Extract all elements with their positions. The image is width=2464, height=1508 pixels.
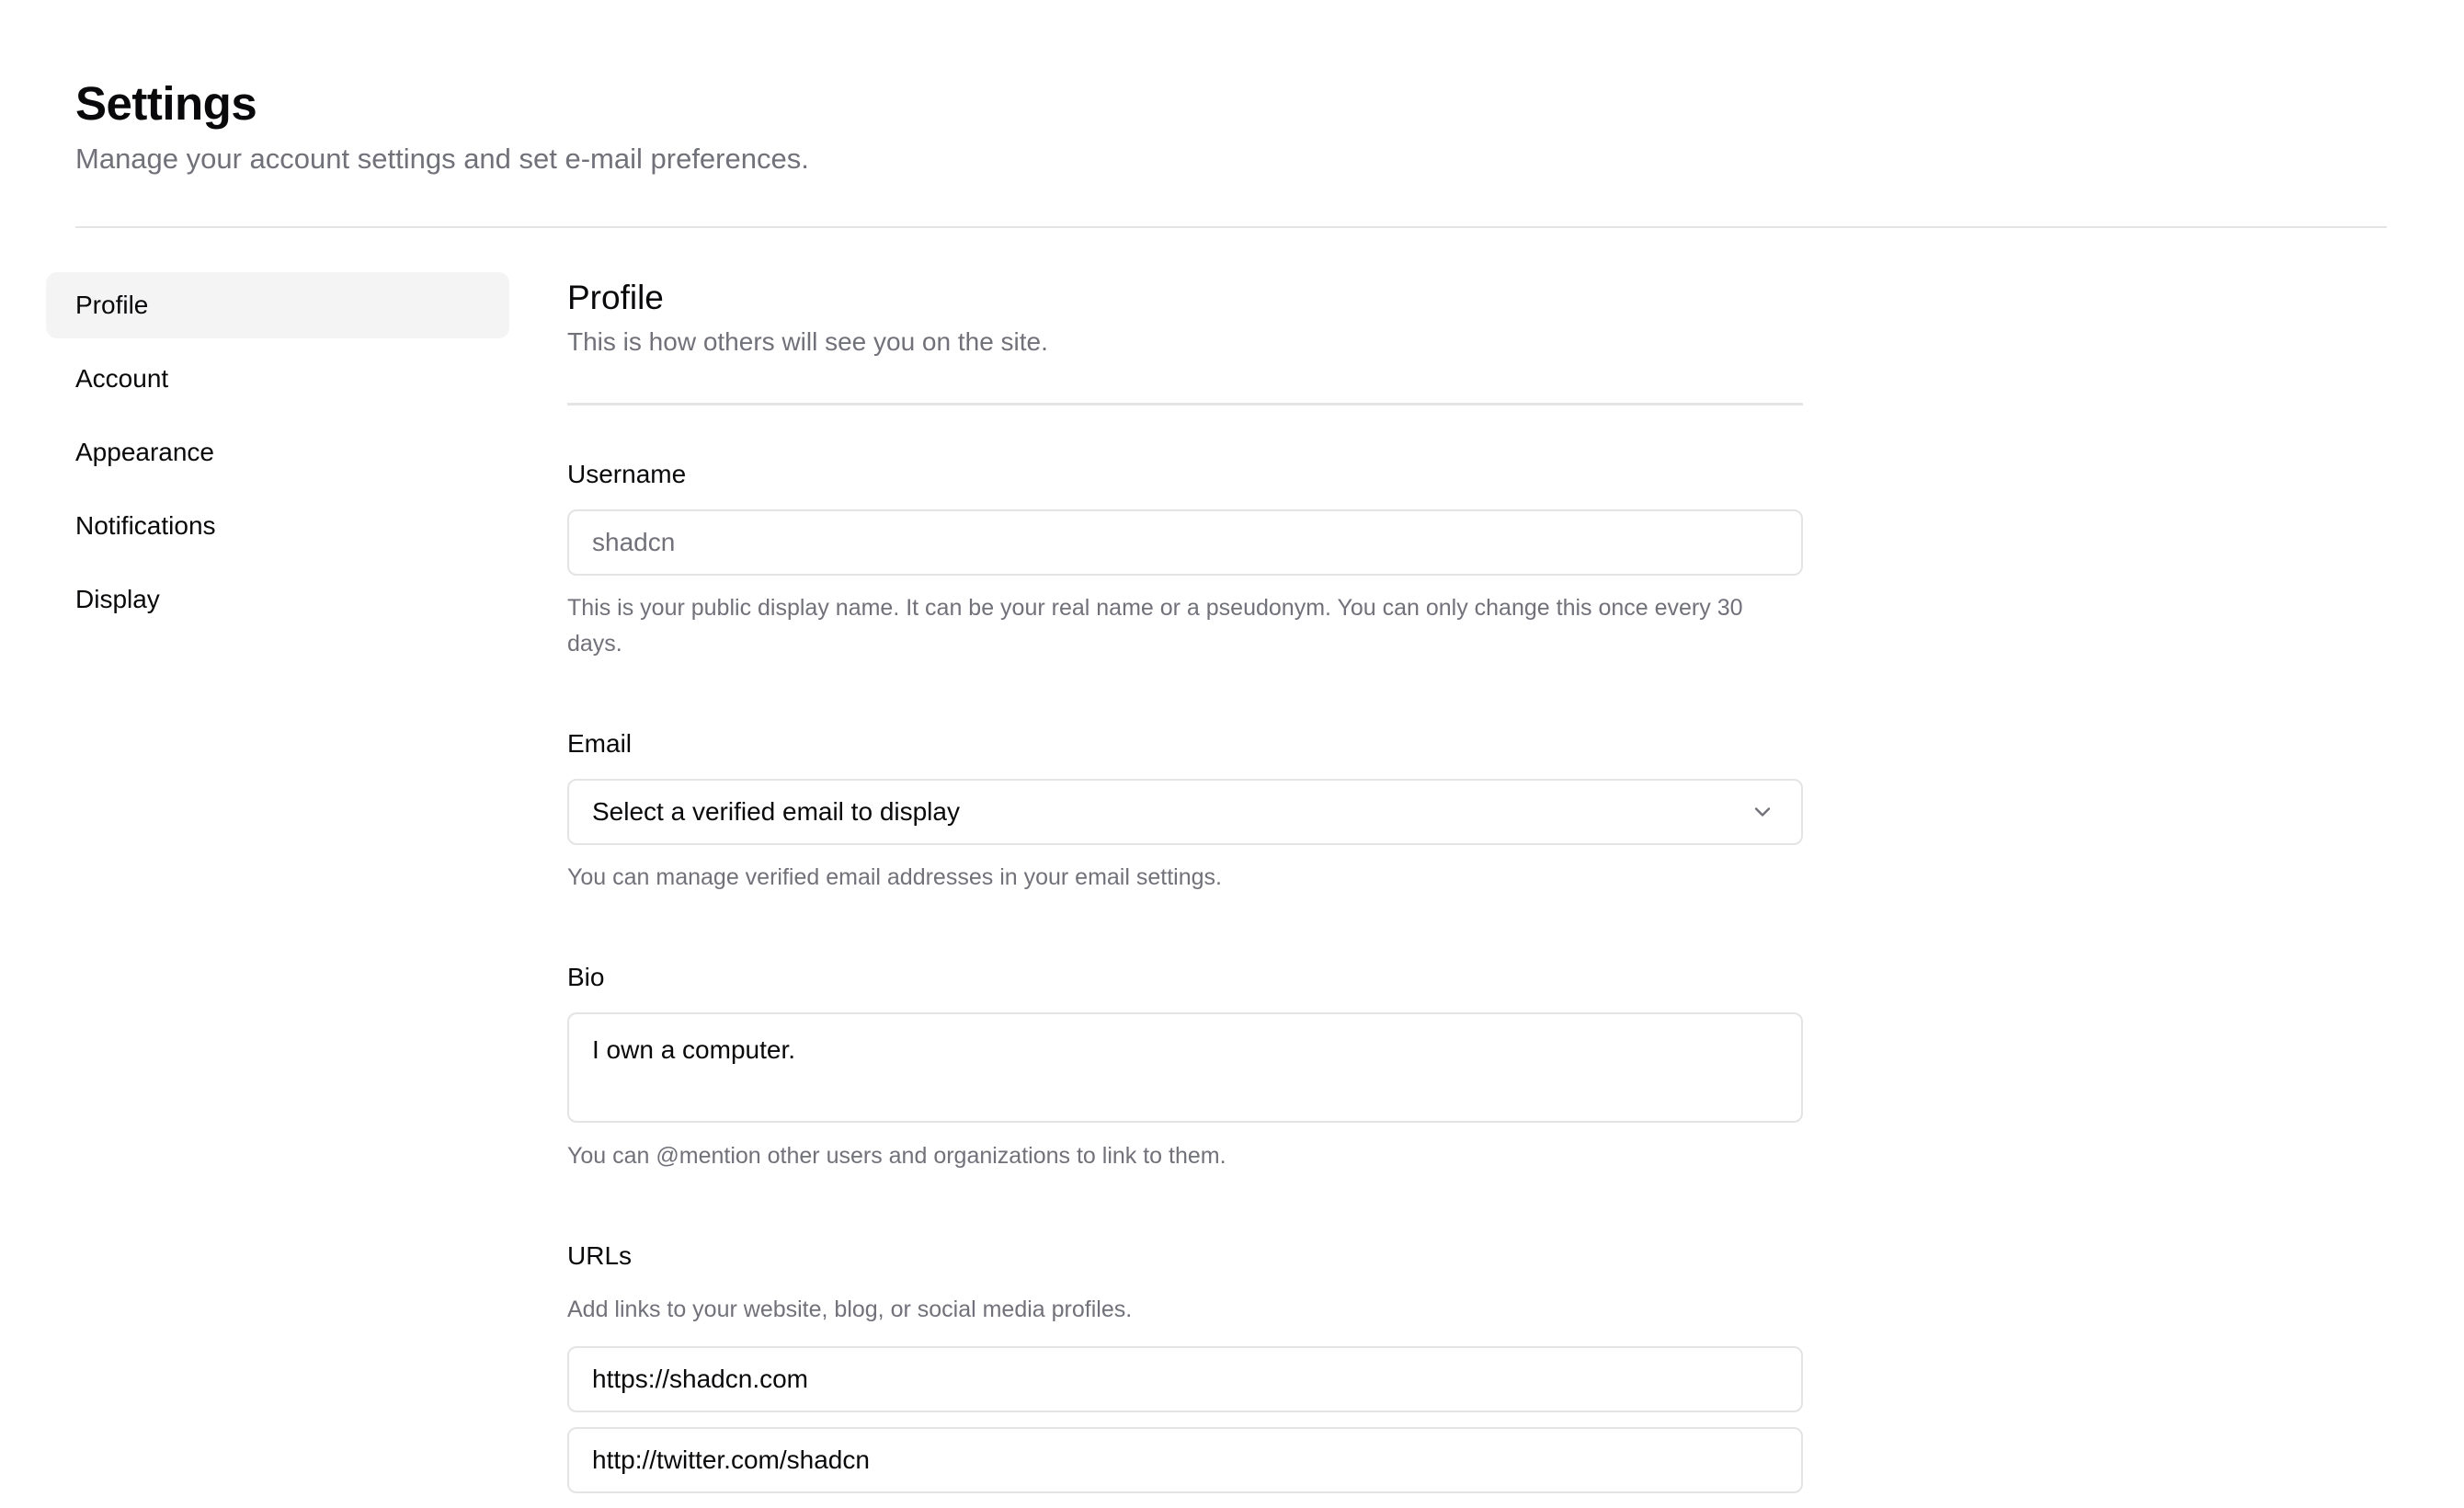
email-select[interactable] xyxy=(567,779,1803,845)
username-help: This is your public display name. It can be your real name or a pseudonym. You can only change this once every 30 days. xyxy=(567,595,1743,657)
sidebar-item-label: Account xyxy=(75,364,169,393)
sidebar-item-label: Appearance xyxy=(75,438,215,466)
page-subtitle: Manage your account settings and set e-mail preferences. xyxy=(75,143,809,175)
url-input-1[interactable]: https://shadcn.com xyxy=(567,1346,1803,1412)
email-label: Email xyxy=(567,729,633,758)
section-header xyxy=(567,272,1803,406)
header-divider xyxy=(75,226,2387,228)
email-help: You can manage verified email addresses in your email settings. xyxy=(567,864,1222,890)
username-label: Username xyxy=(567,460,687,488)
email-select-value: Select a verified email to display xyxy=(592,797,960,826)
sidebar-item-label: Notifications xyxy=(75,511,216,540)
chevron-down-icon xyxy=(1750,799,1775,825)
urls-description: Add links to your website, blog, or social media profiles. xyxy=(567,1297,1133,1322)
url-input-2[interactable]: http://twitter.com/shadcn xyxy=(567,1427,1803,1493)
settings-sidebar xyxy=(46,272,509,640)
urls-label: URLs xyxy=(567,1241,633,1270)
section-description: This is how others will see you on the site. xyxy=(567,327,1048,356)
sidebar-item-profile[interactable] xyxy=(46,272,509,338)
sidebar-item-notifications[interactable] xyxy=(46,493,509,559)
sidebar-item-label: Profile xyxy=(75,291,149,319)
username-input[interactable]: shadcn xyxy=(567,509,1803,576)
sidebar-item-display[interactable] xyxy=(46,566,509,633)
sidebar-item-label: Display xyxy=(75,585,160,613)
section-divider xyxy=(567,403,1803,406)
section-title: Profile xyxy=(567,279,664,316)
sidebar-item-account[interactable] xyxy=(46,346,509,412)
bio-label: Bio xyxy=(567,963,605,991)
page-title: Settings xyxy=(75,77,257,130)
page-header xyxy=(75,72,809,182)
sidebar-item-appearance[interactable] xyxy=(46,419,509,486)
bio-help: You can @mention other users and organizations to link to them. xyxy=(567,1143,1226,1169)
bio-textarea[interactable]: I own a computer. xyxy=(567,1012,1803,1123)
